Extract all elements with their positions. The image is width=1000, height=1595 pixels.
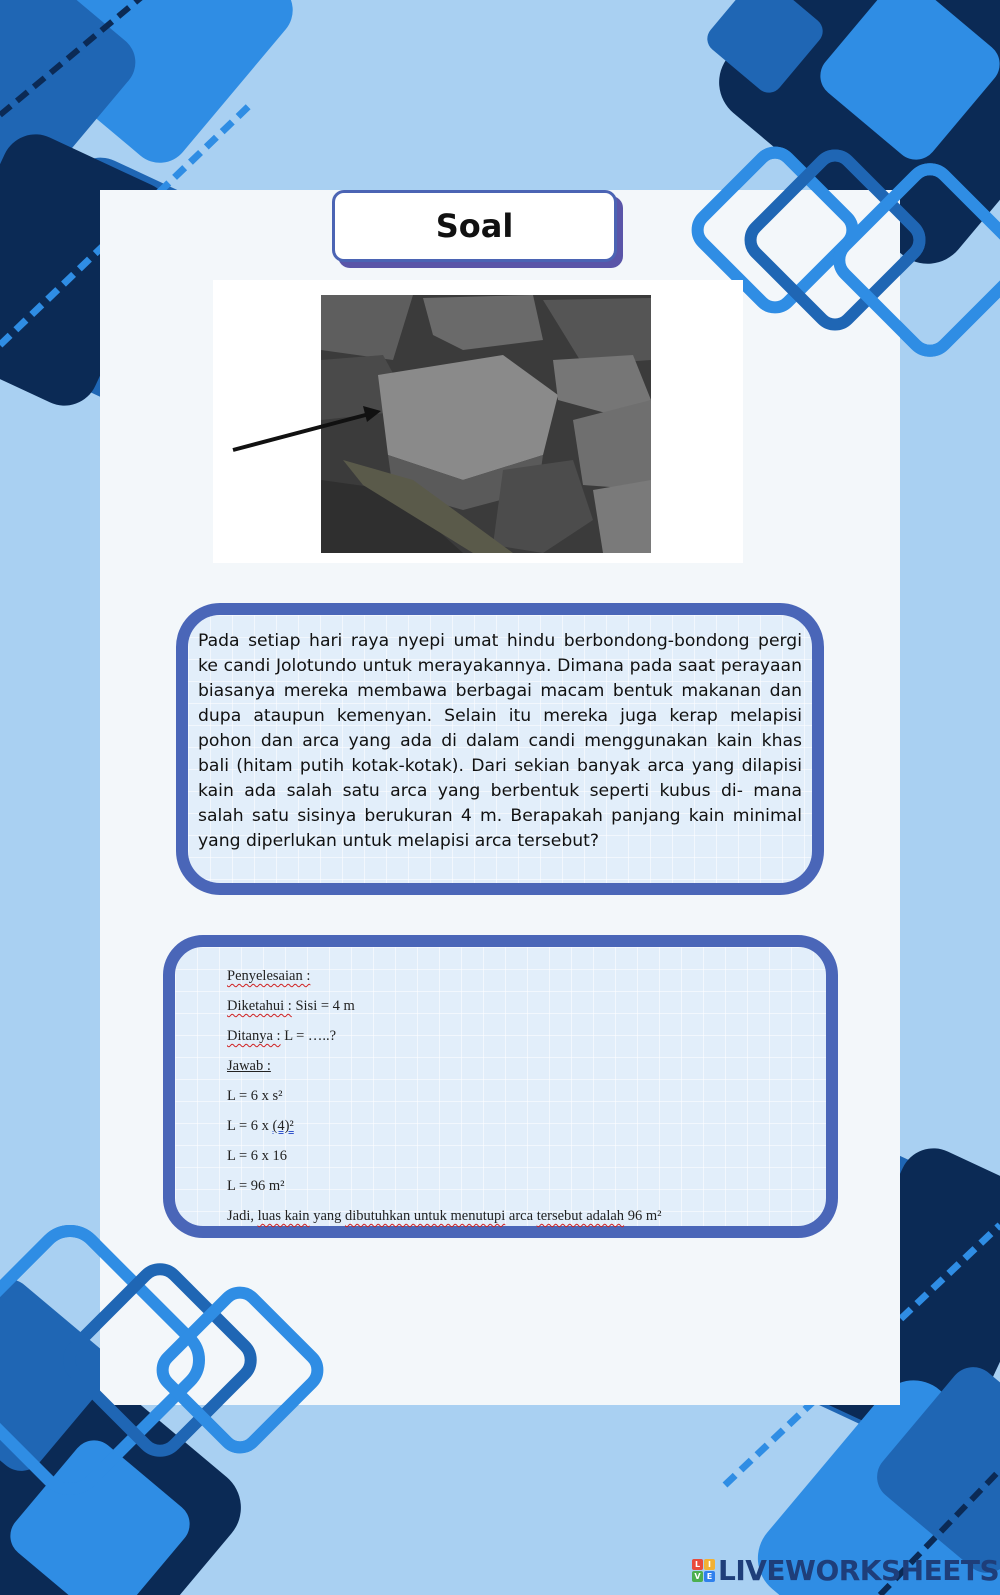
- diketahui-value: Sisi = 4 m: [291, 998, 355, 1014]
- ditanya-label: Ditanya :: [227, 1028, 281, 1044]
- answer-ditanya: [227, 1021, 826, 1051]
- conclusion-f: tersebut adalah: [536, 1208, 625, 1224]
- answer-step-2: [227, 1111, 826, 1141]
- answer-jawab: [227, 1051, 826, 1081]
- liveworksheets-logo[interactable]: [692, 1552, 999, 1588]
- answer-step-4: L = 96 m²: [227, 1178, 285, 1194]
- conclusion-a: Jadi,: [227, 1208, 258, 1224]
- conclusion-g: 96 m²: [624, 1208, 662, 1224]
- step2-prefix: L = 6 x: [227, 1118, 273, 1134]
- stone-blocks-photo: [213, 280, 743, 563]
- conclusion-d: dibutuhkan untuk menutupi: [345, 1208, 506, 1224]
- logo-letter-e: E: [704, 1571, 715, 1582]
- question-box: [176, 603, 824, 895]
- logo-letter-i: I: [704, 1559, 715, 1570]
- logo-letter-v: V: [692, 1571, 703, 1582]
- question-text: Pada setiap hari raya nyepi umat hindu berbondong-bondong pergi ke candi Jolotundo untuk merayakannya. Dimana pada saat perayaan biasanya mereka membawa berbagai macam bentuk makanan dan dupa ataupun kemenyan. Selain itu mereka juga kerap melapisi pohon dan arca yang ada di dalam candi menggunakan kain khas bali (hitam putih kotak-kotak). Dari sekian banyak arca yang dilapisi kain ada salah satu arca yang berbentuk seperti kubus di- mana salah satu sisinya berukuran 4 m. Berapakah panjang kain minimal yang diperlukan untuk melapisi arca tersebut?: [198, 631, 802, 851]
- logo-wordmark: LIVEWORKSHEETS: [718, 1553, 1000, 1587]
- jawab-label: Jawab :: [227, 1058, 271, 1074]
- title-box: [332, 190, 617, 262]
- answer-conclusion: [227, 1201, 826, 1231]
- conclusion-c: yang: [309, 1208, 345, 1224]
- step2-power: (4)²: [272, 1118, 294, 1134]
- photo-frame: [213, 280, 743, 563]
- conclusion-b: luas kain: [257, 1208, 310, 1224]
- answer-heading: [227, 961, 826, 991]
- logo-icon: [692, 1559, 715, 1582]
- answer-diketahui: [227, 991, 826, 1021]
- answer-step-1: L = 6 x s²: [227, 1088, 283, 1104]
- conclusion-e: arca: [505, 1208, 537, 1224]
- answer-box: [163, 935, 838, 1238]
- diketahui-label: Diketahui :: [227, 998, 292, 1014]
- logo-letter-l: L: [692, 1559, 703, 1570]
- ditanya-value: L = …..?: [280, 1028, 337, 1044]
- penyelesaian-label: Penyelesaian :: [227, 968, 311, 984]
- page-title: Soal: [435, 207, 514, 245]
- answer-step-3: L = 6 x 16: [227, 1148, 287, 1164]
